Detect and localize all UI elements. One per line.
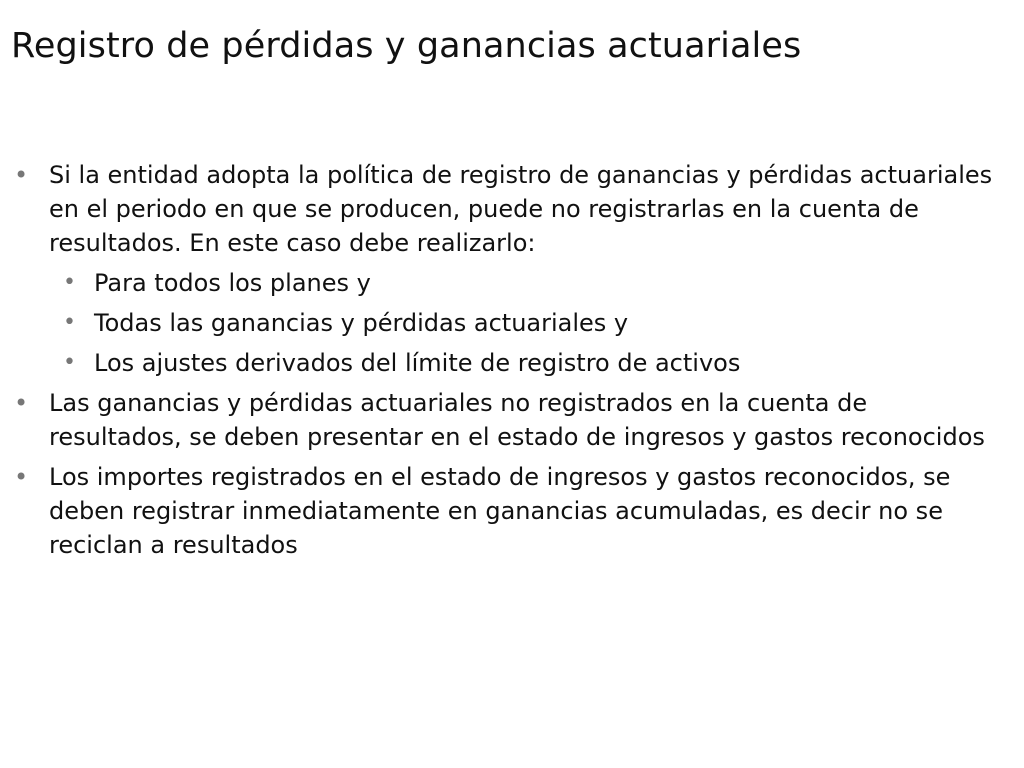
bullet-text: Las ganancias y pérdidas actuariales no registrados en la cuenta de resultados, se deben presentar en el estado de ingresos y gastos reconocidos bbox=[49, 389, 985, 451]
bullet-dot-icon: • bbox=[14, 161, 29, 189]
slide-title: Registro de pérdidas y ganancias actuariales bbox=[11, 26, 802, 66]
sub-bullet-item bbox=[0, 306, 1004, 340]
sub-bullet-text: Los ajustes derivados del límite de registro de activos bbox=[94, 349, 741, 377]
bullet-text: Los importes registrados en el estado de ingresos y gastos reconocidos, se deben registrar inmediatamente en ganancias acumuladas, es decir no se reciclan a resultados bbox=[49, 463, 951, 559]
bullet-dot-icon: • bbox=[14, 463, 29, 491]
slide-content bbox=[0, 158, 1024, 568]
sub-bullet-item bbox=[0, 346, 1004, 380]
bullet-dot-icon: • bbox=[14, 389, 29, 417]
bullet-item bbox=[0, 386, 1024, 454]
sub-bullet-dot-icon: • bbox=[63, 270, 76, 295]
sub-bullet-dot-icon: • bbox=[63, 310, 76, 335]
sub-bullet-list bbox=[49, 266, 1004, 380]
sub-bullet-item bbox=[0, 266, 1004, 300]
sub-bullet-dot-icon: • bbox=[63, 350, 76, 375]
bullet-item bbox=[0, 460, 1024, 562]
sub-bullet-text: Para todos los planes y bbox=[94, 269, 371, 297]
sub-bullet-text: Todas las ganancias y pérdidas actuariales y bbox=[94, 309, 629, 337]
bullet-item bbox=[0, 158, 1024, 380]
bullet-text: Si la entidad adopta la política de registro de ganancias y pérdidas actuariales en el periodo en que se producen, puede no registrarlas en la cuenta de resultados. En este caso debe realizarlo: bbox=[49, 161, 993, 257]
